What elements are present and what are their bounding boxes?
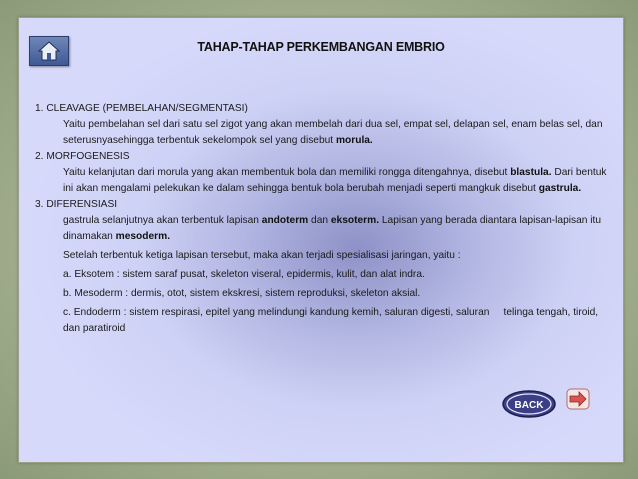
section-text-spesialisasi: Setelah terbentuk ketiga lapisan tersebut, maka akan terjadi spesialisasi jaringan, yaitu :: [63, 250, 461, 261]
text-span: Dari bentuk ini akan mengalami pelekukan ke dalam sehingga bentuk bola berubah menjadi seperti mangkuk disebut: [63, 167, 607, 194]
term-morula: morula.: [335, 135, 373, 146]
text-span: dan: [308, 215, 331, 226]
back-label: BACK: [514, 400, 544, 411]
page-title: TAHAP-TAHAP PERKEMBANGAN EMBRIO: [197, 40, 445, 54]
section-heading-morfogenesis: 2. MORFOGENESIS: [35, 151, 130, 162]
text-span: Yaitu pembelahan sel dari satu sel zigot yang akan membelah dari dua sel, empat sel, delapan sel, enam belas sel, dan seterusnyasehingga terbentuk sekelompok sel yang disebut: [63, 119, 603, 146]
term-gastrula: gastrula.: [538, 183, 582, 194]
next-button[interactable]: [566, 388, 590, 415]
text-span: Lapisan yang berada diantara lapisan-lapisan itu dinamakan: [63, 215, 602, 242]
text-span: Yaitu kelanjutan dari morula yang akan membentuk bola dan memiliki rongga ditengahnya, disebut: [63, 167, 511, 178]
section-text-cleavage: [63, 117, 615, 149]
content: [35, 101, 615, 337]
back-button[interactable]: [501, 389, 557, 424]
section-text-morfogenesis: [63, 165, 615, 197]
term-mesoderm: mesoderm.: [115, 231, 171, 242]
list-item-eksotem: a. Eksotem : sistem saraf pusat, skeleton viseral, epidermis, kulit, dan alat indra.: [63, 269, 425, 280]
slide: [18, 17, 624, 463]
term-eksoterm: eksoterm.: [330, 215, 380, 226]
arrow-right-icon: [566, 388, 590, 410]
section-text-diferensiasi: [63, 213, 615, 245]
text-span: gastrula selanjutnya akan terbentuk lapisan: [63, 215, 262, 226]
term-andoterm: andoterm: [261, 215, 309, 226]
section-heading-diferensiasi: 3. DIFERENSIASI: [35, 199, 118, 210]
term-blastula: blastula.: [510, 167, 552, 178]
section-heading-cleavage: 1. CLEAVAGE (PEMBELAHAN/SEGMENTASI): [35, 103, 248, 114]
back-emblem-icon: [501, 389, 557, 419]
list-item-endoderm: c. Endoderm : sistem respirasi, epitel yang melindungi kandung kemih, saluran digesti, saluran telinga tengah, tiroid, dan paratiroid: [63, 307, 601, 334]
list-item-mesoderm: b. Mesoderm : dermis, otot, sistem ekskresi, sistem reproduksi, skeleton aksial.: [63, 288, 421, 299]
